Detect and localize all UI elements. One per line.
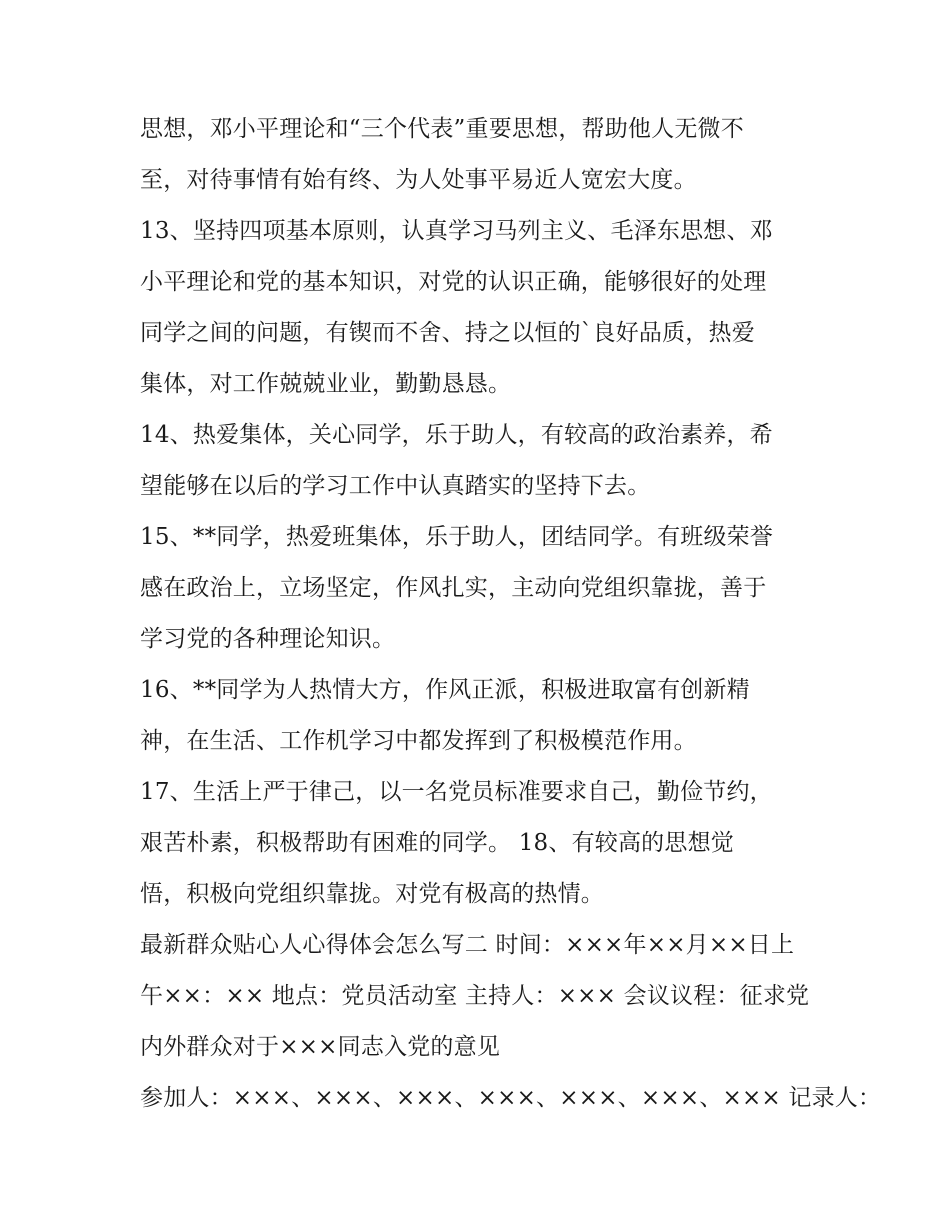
text-line: 艰苦朴素，积极帮助有困难的同学。 18、有较高的思想觉 [140, 830, 734, 856]
text-line: 感在政治上，立场坚定，作风扎实，主动向党组织靠拢，善于 [140, 575, 767, 601]
text-line: 最新群众贴心人心得体会怎么写二 时间：×××年××月××日上 [140, 932, 795, 958]
text-line: 内外群众对于×××同志入党的意见 [140, 1034, 501, 1060]
text-line: 望能够在以后的学习工作中认真踏实的坚持下去。 [140, 473, 651, 499]
text-line: 13、坚持四项基本原则，认真学习马列主义、毛泽东思想、邓 [140, 218, 773, 244]
text-line: 午××：×× 地点：党员活动室 主持人：××× 会议议程：征求党 [140, 983, 810, 1009]
text-line: 16、**同学为人热情大方，作风正派，积极进取富有创新精 [140, 677, 750, 703]
text-line: 14、热爱集体，关心同学，乐于助人，有较高的政治素养，希 [140, 422, 773, 448]
text-line: 小平理论和党的基本知识，对党的认识正确，能够很好的处理 [140, 269, 767, 295]
text-line: 学习党的各种理论知识。 [140, 626, 396, 652]
text-line: 集体，对工作兢兢业业，勤勤恳恳。 [140, 371, 512, 397]
text-line: 参加人：×××、×××、×××、×××、×××、×××、××× 记录人： [140, 1085, 882, 1111]
text-line: 至，对待事情有始有终、为人处事平易近人宽宏大度。 [140, 167, 697, 193]
text-line: 神，在生活、工作机学习中都发挥到了积极模范作用。 [140, 728, 697, 754]
text-line: 思想，邓小平理论和“三个代表”重要思想，帮助他人无微不 [140, 116, 744, 142]
text-line: 同学之间的问题，有锲而不舍、持之以恒的`良好品质，热爱 [140, 320, 755, 346]
text-line: 悟，积极向党组织靠拢。对党有极高的热情。 [140, 881, 604, 907]
text-line: 15、**同学，热爱班集体，乐于助人，团结同学。有班级荣誉 [140, 524, 774, 550]
text-line: 17、生活上严于律己，以一名党员标准要求自己，勤俭节约， [140, 779, 773, 805]
document-body [140, 104, 882, 1124]
